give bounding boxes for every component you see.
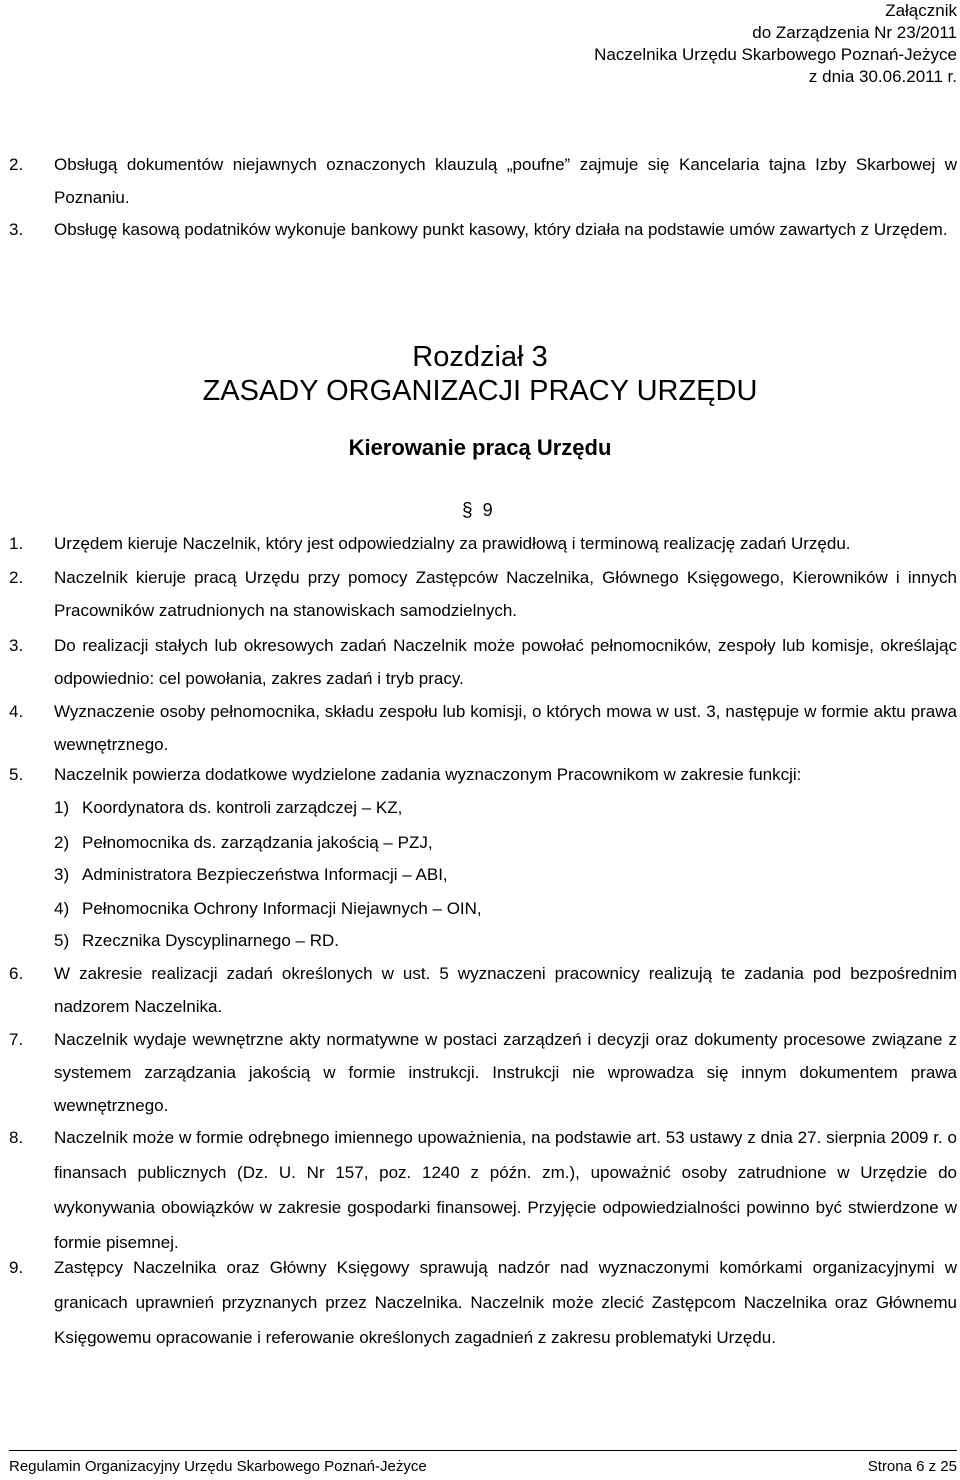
item-4 [9,695,957,761]
subitem-number: 1) [54,798,70,817]
subitem-number: 2) [54,833,70,852]
subitem-text: Koordynatora ds. kontroli zarządczej – KZ, [82,798,403,817]
item-number: 5. [9,765,24,784]
item-number: 7. [9,1030,24,1049]
paragraph-number: 9 [482,500,493,520]
subitem-number: 3) [54,865,70,884]
item-text: Naczelnik powierza dodatkowe wydzielone zadania wyznaczonym Pracownikom w zakresie funkcji: [54,765,802,784]
item-6 [9,957,957,1023]
paragraph-number: 3. [9,220,24,239]
paragraph-number: 2. [9,155,24,174]
paragraph-text: Obsługą dokumentów niejawnych oznaczonych klauzulą „poufne” zajmuje się Kancelaria tajna Izby Skarbowej w Poznaniu. [54,155,957,207]
footer-document-title: Regulamin Organizacyjny Urzędu Skarbowego Poznań-Jeżyce [9,1458,427,1475]
header-line-1: Załącznik [885,1,957,20]
chapter-title: Rozdział 3 [412,341,548,373]
item-text: Urzędem kieruje Naczelnik, który jest odpowiedzialny za prawidłową i terminową realizację zadań Urzędu. [54,534,851,553]
item-number: 2. [9,568,24,587]
paragraph-text: Obsługę kasową podatników wykonuje bankowy punkt kasowy, który działa na podstawie umów zawartych z Urzędem. [54,220,948,239]
subitem-text: Pełnomocnika ds. zarządzania jakością – PZJ, [82,833,433,852]
subitem-text: Rzecznika Dyscyplinarnego – RD. [82,931,339,950]
item-text: Naczelnik kieruje pracą Urzędu przy pomocy Zastępców Naczelnika, Głównego Księgowego, Kierowników i innych Pracowników zatrudnionych na stanowiskach samodzielnych. [54,568,957,620]
paragraph-marker [462,497,493,524]
footer-divider [9,1450,957,1451]
item-7 [9,1023,957,1122]
item-text: Zastępcy Naczelnika oraz Główny Księgowy sprawują nadzór nad wyznaczonymi komórkami organizacyjnymi w granicach uprawnień przyznanych przez Naczelnika. Naczelnik może zlecić Zastępcom Naczelnika oraz Głównemu Księgowemu opracowanie i referowanie określonych zagadnień z zakresu problematyki Urzędu. [54,1258,957,1347]
subitem-4 [54,892,482,925]
subitem-text: Administratora Bezpieczeństwa Informacji – ABI, [82,865,448,884]
header-line-3: Naczelnika Urzędu Skarbowego Poznań-Jeżyce [594,45,957,64]
subitem-text: Pełnomocnika Ochrony Informacji Niejawnych – OIN, [82,899,482,918]
item-text: Wyznaczenie osoby pełnomocnika, składu zespołu lub komisji, o których mowa w ust. 3, następuje w formie aktu prawa wewnętrznego. [54,702,957,754]
section-sign: § [462,500,473,521]
item-1 [9,527,957,560]
item-text: W zakresie realizacji zadań określonych w ust. 5 wyznaczeni pracownicy realizują te zadania pod bezpośrednim nadzorem Naczelnika. [54,964,957,1016]
prev-paragraph-3 [9,213,957,246]
item-text: Do realizacji stałych lub okresowych zadań Naczelnik może powołać pełnomocników, zespoły lub komisje, określając odpowiednio: cel powołania, zakres zadań i tryb pracy. [54,636,957,688]
chapter-subtitle: ZASADY ORGANIZACJI PRACY URZĘDU [202,375,758,407]
item-number: 8. [9,1128,24,1147]
item-8 [9,1120,957,1260]
item-number: 6. [9,964,24,983]
prev-paragraph-2 [9,148,957,214]
header-line-4: z dnia 30.06.2011 r. [808,67,957,86]
item-text: Naczelnik może w formie odrębnego imiennego upoważnienia, na podstawie art. 53 ustawy z dnia 27. sierpnia 2009 r. o finansach publicznych (Dz. U. Nr 157, poz. 1240 z późn. zm.), upoważnić osoby zatrudnione w Urzędzie do wykonywania obowiązków w zakresie gospodarki finansowej. Przyjęcie odpowiedzialności powinno być stwierdzone w formie pisemnej. [54,1128,957,1252]
item-number: 4. [9,702,24,721]
item-number: 9. [9,1258,24,1277]
subitem-1 [54,791,402,824]
item-number: 1. [9,534,24,553]
attachment-header [594,0,957,88]
subitem-3 [54,858,448,891]
item-number: 3. [9,636,24,655]
header-line-2: do Zarządzenia Nr 23/2011 [752,23,957,42]
footer-page-number: Strona 6 z 25 [867,1458,957,1475]
item-text: Naczelnik wydaje wewnętrzne akty normatywne w postaci zarządzeń i decyzji oraz dokumenty procesowe związane z systemem zarządzania jakością w formie instrukcji. Instrukcji nie wprowadza się innym dokumentem prawa wewnętrznego. [54,1030,957,1115]
item-3 [9,629,957,695]
section-heading: Kierowanie pracą Urzędu [348,435,612,460]
item-9 [9,1250,957,1355]
item-5 [9,758,957,791]
subitem-number: 5) [54,931,70,950]
subitem-2 [54,826,433,859]
item-2 [9,561,957,627]
subitem-number: 4) [54,899,70,918]
subitem-5 [54,924,339,957]
